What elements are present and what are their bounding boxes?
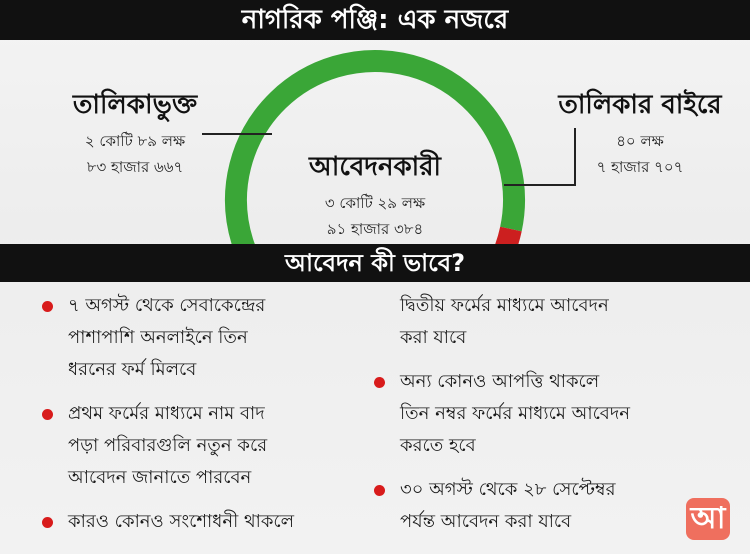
list-item — [40, 506, 350, 538]
bullet-dot-icon — [42, 301, 53, 312]
list-item — [372, 290, 672, 354]
list-item — [40, 398, 350, 494]
bullet-dot-icon — [42, 409, 53, 420]
included-value-line1: ২ কোটি ৮৯ লক্ষ — [84, 132, 186, 150]
bullet-line: ৭ অগস্ট থেকে সেবাকেন্দ্রের — [68, 295, 266, 316]
included-value-line2: ৮৩ হাজার ৬৬৭ — [86, 158, 184, 176]
page-title: নাগরিক পঞ্জি: এক নজরে — [0, 0, 750, 40]
bullet-line: ৩০ অগস্ট থেকে ২৮ সেপ্টেম্বর — [400, 479, 616, 500]
bullet-list-left — [40, 290, 350, 550]
bullet-list-right — [372, 290, 672, 550]
excluded-stat — [540, 84, 740, 180]
bullet-line: অন্য কোনও আপত্তি থাকলে — [400, 371, 600, 392]
bullet-line: প্রথম ফর্মের মাধ্যমে নাম বাদ — [68, 403, 265, 424]
applicants-value-line2: ৯১ হাজার ৩৮৪ — [326, 220, 424, 238]
included-label: তালিকাভুক্ত — [72, 90, 198, 120]
bullet-line: ধরনের ফর্ম মিলবে — [68, 359, 197, 380]
bullet-line: করা যাবে — [400, 327, 467, 348]
excluded-label: তালিকার বাইরে — [558, 90, 722, 120]
bullet-dot-icon — [42, 517, 53, 528]
applicants-value-line1: ৩ কোটি ২৯ লক্ষ — [324, 194, 426, 212]
applicants-stat — [270, 146, 480, 242]
bullet-line: করতে হবে — [400, 435, 476, 456]
included-stat — [40, 84, 230, 180]
bullet-line: দ্বিতীয় ফর্মের মাধ্যমে আবেদন — [400, 295, 609, 316]
excluded-leader-line — [504, 184, 576, 186]
bullet-line: পাশাপাশি অনলাইনে তিন — [68, 327, 248, 348]
section-title: আবেদন কী ভাবে? — [0, 244, 750, 282]
excluded-value-line1: ৪০ লক্ষ — [616, 132, 664, 150]
bullet-line: তিন নম্বর ফর্মের মাধ্যমে আবেদন — [400, 403, 631, 424]
bullet-dot-icon — [374, 485, 385, 496]
bullet-line: পর্যন্ত আবেদন করা যাবে — [400, 511, 572, 532]
bullet-line: আবেদন জানাতে পারবেন — [68, 467, 252, 488]
bullet-line: কারও কোনও সংশোধনী থাকলে — [68, 511, 295, 532]
bullet-dot-icon — [374, 377, 385, 388]
list-item — [372, 366, 672, 462]
applicants-label: আবেদনকারী — [309, 152, 441, 182]
list-item — [40, 290, 350, 386]
excluded-value-line2: ৭ হাজার ৭০৭ — [596, 158, 684, 176]
list-item — [372, 474, 672, 538]
bullet-line: পড়া পরিবারগুলি নতুন করে — [68, 435, 268, 456]
brand-logo-icon: আ — [686, 498, 730, 540]
